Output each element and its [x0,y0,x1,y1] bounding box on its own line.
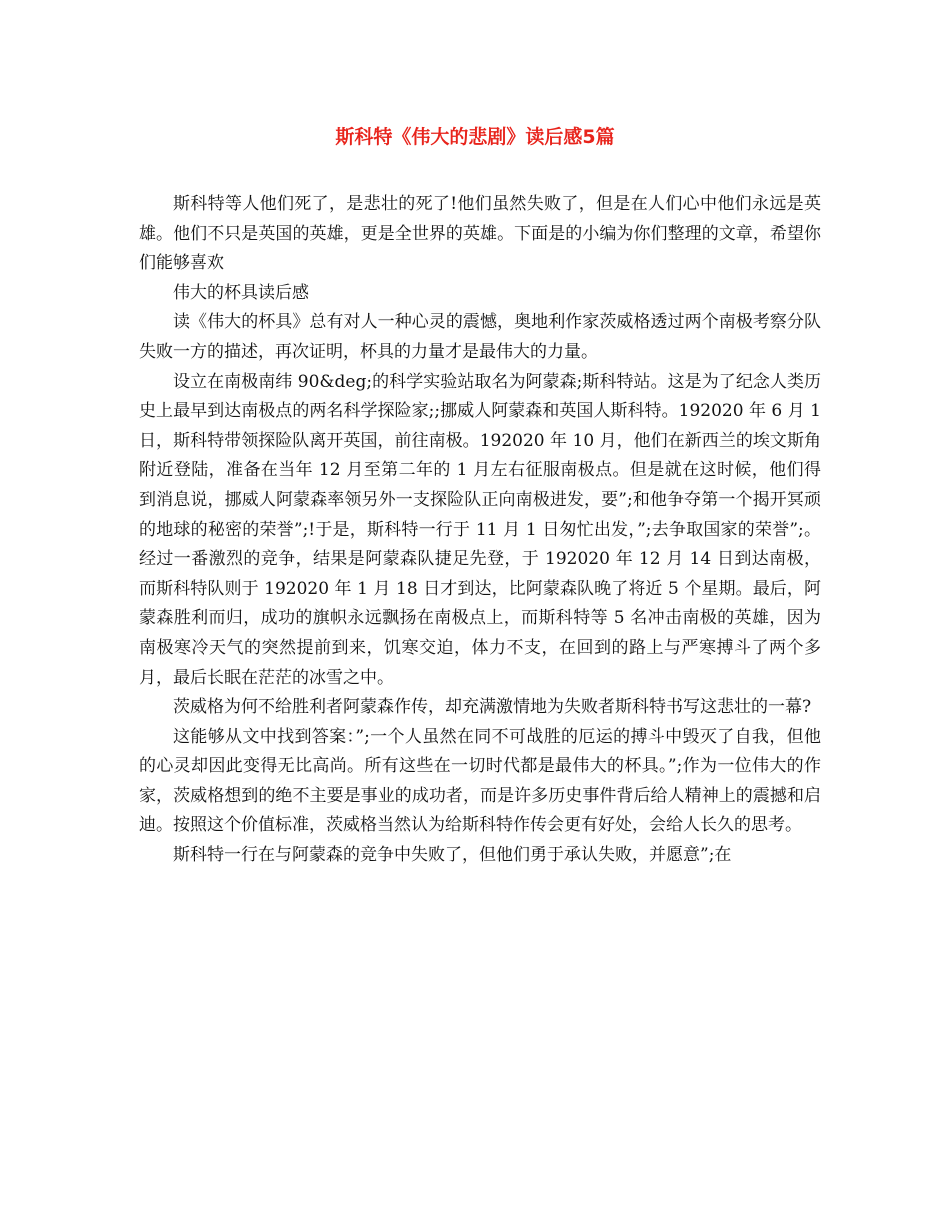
body-paragraph: 茨威格为何不给胜利者阿蒙森作传，却充满激情地为失败者斯科特书写这悲壮的一幕? [173,697,812,718]
body-paragraph: 斯科特一行在与阿蒙森的竞争中失败了，但他们勇于承认失败，并愿意”;在 [173,845,732,866]
body-paragraph: 这能够从文中找到答案：”;一个人虽然在同不可战胜的厄运的搏斗中毁灭了自我，但他的心灵却因此变得无比高尚。所有这些在一切时代都是最伟大的杯具。”;作为一位伟大的作家，茨威格想到的绝不主要是事业的成功者，而是许多历史事件背后给人精神上的震撼和启迪。按照这个价值标准，茨威格当然认为给斯科特作传会更有好处，会给人长久的思考。 [139,726,821,836]
document-title: 斯科特《伟大的悲剧》读后感5篇 [335,126,615,148]
section-heading: 伟大的杯具读后感 [173,282,309,303]
document-body [139,190,821,871]
body-paragraph: 读《伟大的杯具》总有对人一种心灵的震憾，奥地利作家茨威格透过两个南极考察分队失败一方的描述，再次证明，杯具的力量才是最伟大的力量。 [139,312,821,362]
intro-paragraph: 斯科特等人他们死了，是悲壮的死了!他们虽然失败了，但是在人们心中他们永远是英雄。他们不只是英国的英雄，更是全世界的英雄。下面是的小编为你们整理的文章，希望你们能够喜欢 [139,194,821,274]
body-paragraph: 设立在南极南纬 90&deg;的科学实验站取名为阿蒙森;斯科特站。这是为了纪念人类历史上最早到达南极点的两名科学探险家;;挪威人阿蒙森和英国人斯科特。192020 年 6 月 1 日，斯科特带领探险队离开英国，前往南极。192020 年 10 月，他们在新西兰的埃文斯角附近登陆，准备在当年 12 月至第二年的 1 月左右征服南极点。但是就在这时候，他们得到消息说，挪威人阿蒙森率领另外一支探险队正向南极进发，要”;和他争夺第一个揭开冥顽的地球的秘密的荣誉”;!于是，斯科特一行于 11 月 1 日匆忙出发，”;去争取国家的荣誉”;。经过一番激烈的竞争，结果是阿蒙森队捷足先登，于 192020 年 12 月 14 日到达南极，而斯科特队则于 192020 年 1 月 18 日才到达，比阿蒙森队晚了将近 5 个星期。最后，阿蒙森胜利而归，成功的旗帜永远飘扬在南极点上，而斯科特等 5 名冲击南极的英雄，因为南极寒冷天气的突然提前到来，饥寒交迫，体力不支，在回到的路上与严寒搏斗了两个多月，最后长眠在茫茫的冰雪之中。 [139,371,821,688]
